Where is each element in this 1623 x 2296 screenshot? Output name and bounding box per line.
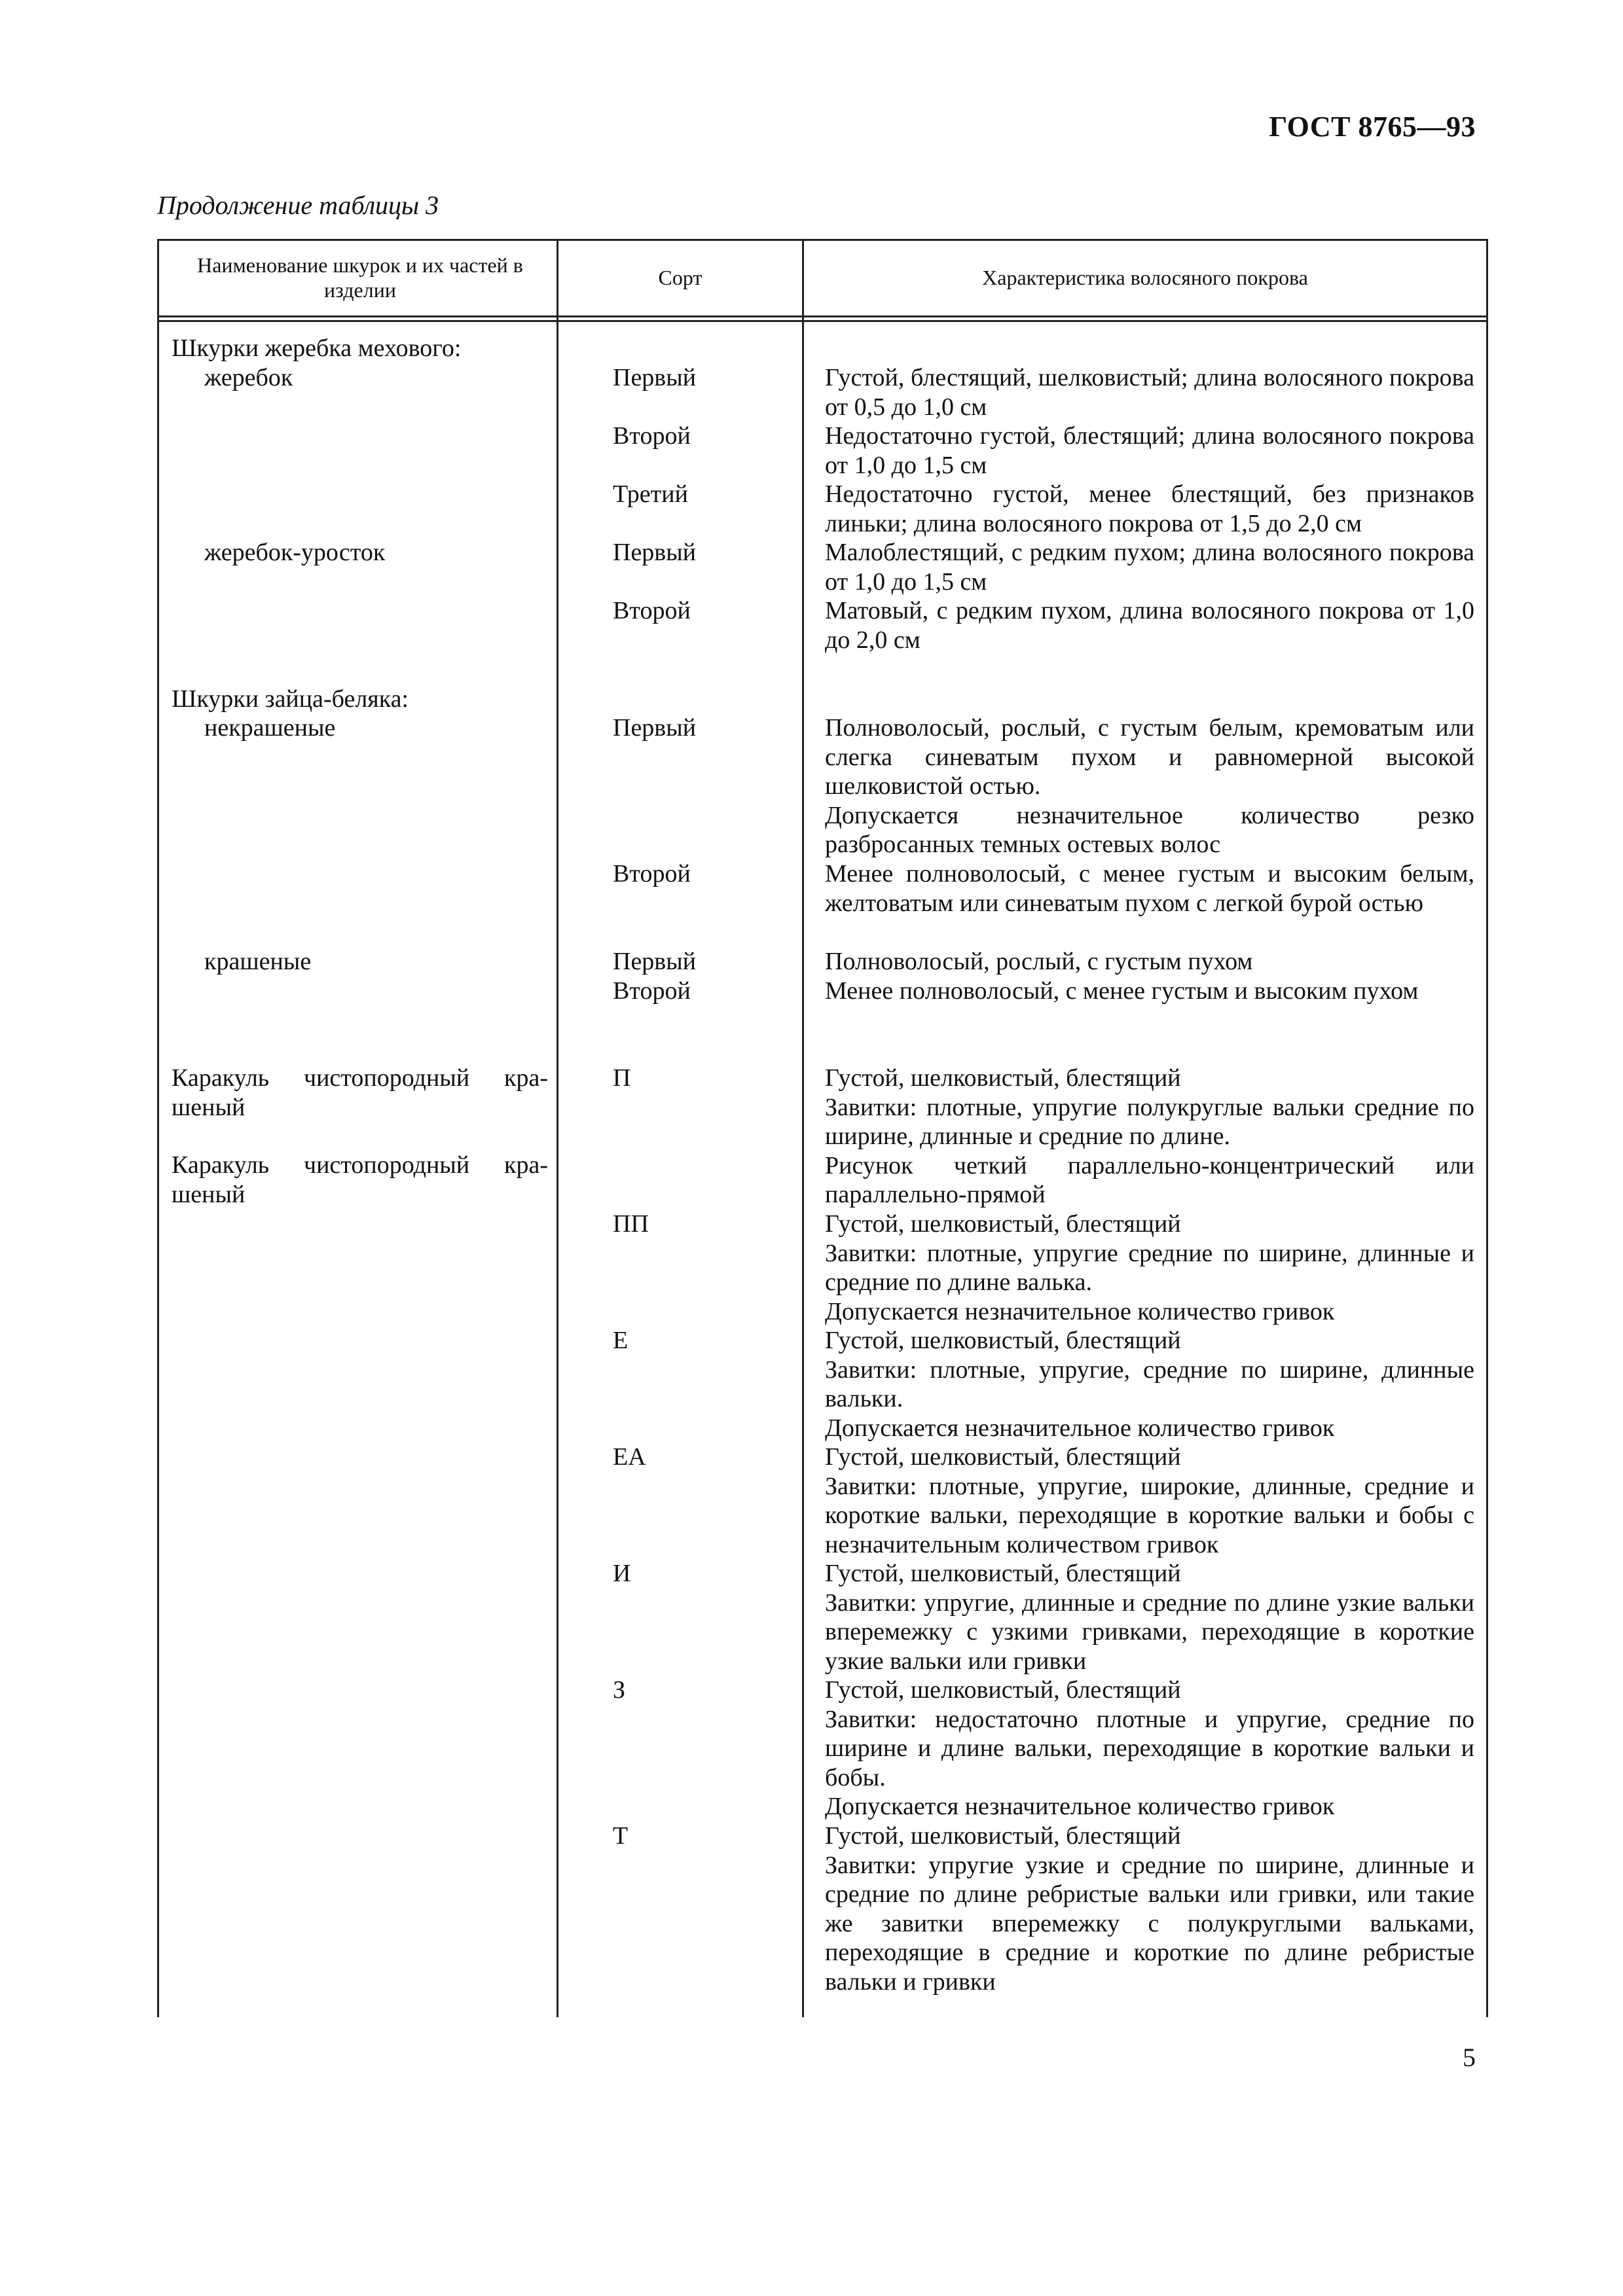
characteristic-text: Густой, шелковистый, блестящий (825, 1822, 1181, 1850)
sort-value: Первый (613, 539, 697, 566)
characteristic-cell (825, 1210, 1474, 1326)
sort-value: И (613, 1560, 631, 1587)
characteristic-text: Малоблестящий, с редким пухом; длина волосяного покрова от 1,0 до 1,5 см (825, 539, 1474, 596)
column-header-sort: Сорт (658, 266, 702, 289)
characteristic-text: Густой, шелковистый, блестящий (825, 1210, 1181, 1238)
characteristic-cell (825, 977, 1474, 1006)
characteristic-text: Недостаточно густой, блестящий; длина волосяного покрова от 1,0 до 1,5 см (825, 422, 1474, 479)
sort-value: Второй (613, 977, 691, 1005)
characteristic-text: Завитки: недостаточно плотные и упругие, средние по ширине и длине вальки, переходящие в короткие вальки и бобы. (825, 1705, 1474, 1791)
characteristic-text: Густой, шелковистый, блестящий (825, 1560, 1181, 1587)
page-number: 5 (1463, 2043, 1476, 2072)
characteristic-text: Полноволосый, рослый, с густым белым, кремоватым или слегка синеватым пухом и равномерной высокой шелковистой остью. (825, 714, 1474, 800)
item-name: некрашеные (204, 714, 336, 742)
characteristic-text: Рисунок четкий параллельно-концентрический или параллельно-прямой (825, 1151, 1474, 1208)
sort-value: П (613, 1064, 631, 1092)
characteristic-cell (825, 1821, 1474, 1996)
characteristic-text: Недостаточно густой, менее блестящий, без признаков линьки; длина волосяного покрова от 1,5 до 2,0 см (825, 480, 1474, 537)
item-name: жеребок (204, 364, 293, 391)
sort-value: Второй (613, 422, 691, 450)
column-header-name: Наименование шкурок и их частей в изделии (197, 253, 523, 302)
characteristic-cell (825, 947, 1474, 977)
column-header-characteristic: Характеристика волосяного покрова (982, 266, 1308, 289)
characteristic-text: Допускается незначительное количество резко разбросанных темных остевых волос (825, 801, 1474, 858)
characteristic-text: Густой, шелковистый, блестящий (825, 1676, 1181, 1704)
table-caption: Продолжение таблицы 3 (157, 190, 439, 220)
table-right-border (1486, 239, 1488, 2017)
characteristic-text: Менее полноволосый, с менее густым и высоким белым, желтоватым или синеватым пухом с легкой бурой остью (825, 860, 1474, 917)
characteristic-cell (825, 859, 1474, 918)
item-name: Каракуль чистопородный кра-шеный (172, 1064, 548, 1121)
sort-value: Е (613, 1327, 629, 1354)
sort-value: ПП (613, 1210, 649, 1238)
table-left-border (157, 239, 159, 2017)
characteristic-text: Завитки: плотные, упругие, широкие, длинные, средние и короткие вальки, переходящие в короткие вальки и бобы с незначительным количеством гривок (825, 1472, 1474, 1558)
characteristic-cell (825, 422, 1474, 480)
sort-value: З (613, 1676, 626, 1704)
characteristic-text: Допускается незначительное количество гривок (825, 1297, 1335, 1325)
item-name: Шкурки зайца-беляка: (172, 685, 409, 713)
characteristic-cell (825, 1326, 1474, 1443)
sort-value: Третий (613, 480, 688, 508)
table (157, 239, 1488, 2017)
characteristic-cell (825, 1064, 1474, 1210)
characteristic-cell (825, 1676, 1474, 1821)
characteristic-cell (825, 1443, 1474, 1559)
document-code: ГОСТ 8765—93 (1269, 111, 1476, 143)
characteristic-text: Полноволосый, рослый, с густым пухом (825, 948, 1253, 975)
characteristic-text: Завитки: плотные, упругие полукруглые вальки средние по ширине, длинные и средние по длине. (825, 1093, 1474, 1150)
sort-value: ЕА (613, 1443, 646, 1471)
sort-value: Т (613, 1822, 629, 1850)
characteristic-cell (825, 713, 1474, 859)
sort-value: Второй (613, 597, 691, 624)
item-name: Каракуль чистопородный кра-шеный (172, 1151, 548, 1208)
characteristic-text: Матовый, с редким пухом, длина волосяного покрова от 1,0 до 2,0 см (825, 597, 1474, 654)
characteristic-text: Менее полноволосый, с менее густым и высоким пухом (825, 977, 1419, 1005)
characteristic-cell (825, 363, 1474, 422)
characteristic-text: Густой, шелковистый, блестящий (825, 1327, 1181, 1354)
characteristic-text: Допускается незначительное количество гривок (825, 1793, 1335, 1820)
characteristic-text: Допускается незначительное количество гривок (825, 1414, 1335, 1442)
characteristic-text: Завитки: плотные, упругие, средние по ширине, длинные вальки. (825, 1355, 1474, 1412)
sort-value: Первый (613, 948, 697, 975)
characteristic-cell (825, 480, 1474, 538)
characteristic-text: Густой, блестящий, шелковистый; длина волосяного покрова от 0,5 до 1,0 см (825, 364, 1474, 421)
item-name: Шкурки жеребка мехового: (172, 334, 462, 362)
characteristic-cell (825, 538, 1474, 596)
column-divider-1 (556, 239, 558, 2017)
item-name: крашеные (204, 948, 312, 975)
sort-value: Второй (613, 860, 691, 888)
item-name: жеребок-уросток (204, 539, 386, 566)
characteristic-text: Густой, шелковистый, блестящий (825, 1443, 1181, 1471)
sort-value: Первый (613, 714, 697, 742)
characteristic-cell (825, 596, 1474, 655)
characteristic-cell (825, 1559, 1474, 1676)
characteristic-text: Завитки: упругие, длинные и средние по длине узкие вальки вперемежку с узкими гривками, переходящие в короткие узкие вальки или гривки (825, 1588, 1474, 1675)
header-separator-double (157, 320, 1488, 322)
characteristic-text: Густой, шелковистый, блестящий (825, 1064, 1181, 1092)
sort-value: Первый (613, 364, 697, 391)
characteristic-text: Завитки: плотные, упругие средние по ширине, длинные и средние по длине валька. (825, 1239, 1474, 1296)
characteristic-text: Завитки: упругие узкие и средние по ширине, длинные и средние по длине ребристые вальки или гривки, или такие же завитки вперемежку с полукруглыми вальками, переходящие в средние и короткие по длине ребристые вальки и гривки (825, 1851, 1474, 1996)
